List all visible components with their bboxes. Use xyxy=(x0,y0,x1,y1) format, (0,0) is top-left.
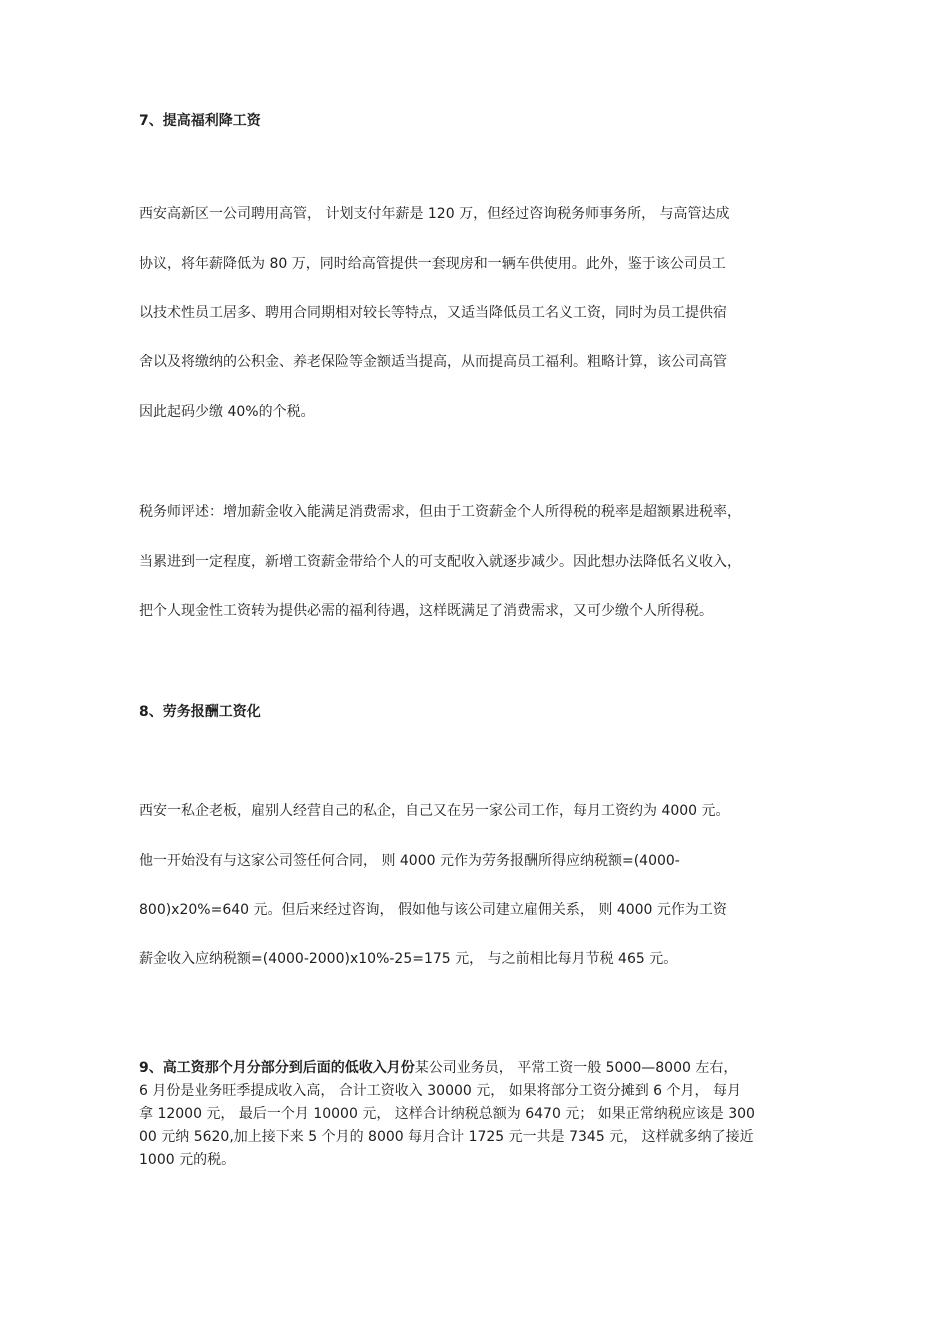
section-7-p2-line1: 税务师评述：增加薪金收入能满足消费需求，但由于工资薪金个人所得税的税率是超额累进税率， xyxy=(139,504,741,520)
section-9-heading: 9、高工资那个月分部分到后面的低收入月份 xyxy=(139,1060,415,1076)
section-8-heading: 8、劳务报酬工资化 xyxy=(139,704,261,720)
section-8-p1-line4: 薪金收入应纳税额=(4000-2000)x10%-25=175 元， 与之前相比每月节税 465 元。 xyxy=(139,951,678,967)
section-9-line1 xyxy=(139,1058,737,1078)
section-7-heading: 7、提高福利降工资 xyxy=(139,113,261,129)
section-7-p2-line2: 当累进到一定程度，新增工资薪金带给个人的可支配收入就逐步减少。因此想办法降低名义收入， xyxy=(139,554,741,570)
section-9-line4: 00 元纳 5620,加上接下来 5 个月的 8000 每月合计 1725 元一共是 7345 元， 这样就多纳了接近 xyxy=(139,1129,754,1145)
section-9-line2: 6 月份是业务旺季提成收入高， 合计工资收入 30000 元， 如果将部分工资分摊到 6 个月， 每月 xyxy=(139,1083,741,1099)
section-7-p1-line1: 西安高新区一公司聘用高管， 计划支付年薪是 120 万，但经过咨询税务师事务所， 与高管达成 xyxy=(139,206,730,222)
section-8-p1-line3: 800)x20%=640 元。但后来经过咨询， 假如他与该公司建立雇佣关系， 则 4000 元作为工资 xyxy=(139,902,727,918)
section-7-p2-line3: 把个人现金性工资转为提供必需的福利待遇，这样既满足了消费需求，又可少缴个人所得税。 xyxy=(139,603,713,619)
section-9-line3: 拿 12000 元， 最后一个月 10000 元， 这样合计纳税总额为 6470 元； 如果正常纳税应该是 300 xyxy=(139,1106,755,1122)
section-7-p1-line3: 以技术性员工居多、聘用合同期相对较长等特点，又适当降低员工名义工资，同时为员工提供宿 xyxy=(139,305,727,321)
section-9-line5: 1000 元的税。 xyxy=(139,1152,236,1168)
section-7-p1-line5: 因此起码少缴 40%的个税。 xyxy=(139,404,315,420)
section-8-p1-line2: 他一开始没有与这家公司签任何合同， 则 4000 元作为劳务报酬所得应纳税额=(4000- xyxy=(139,853,680,869)
section-7-p1-line2: 协议，将年薪降低为 80 万，同时给高管提供一套现房和一辆车供使用。此外，鉴于该公司员工 xyxy=(139,256,726,272)
section-7-p1-line4: 舍以及将缴纳的公积金、养老保险等金额适当提高，从而提高员工福利。粗略计算，该公司高管 xyxy=(139,354,727,370)
section-9-line1-text: 某公司业务员， 平常工资一般 5000—8000 左右， xyxy=(414,1060,738,1076)
section-8-p1-line1: 西安一私企老板，雇别人经营自己的私企，自己又在另一家公司工作，每月工资约为 4000 元。 xyxy=(139,803,730,819)
